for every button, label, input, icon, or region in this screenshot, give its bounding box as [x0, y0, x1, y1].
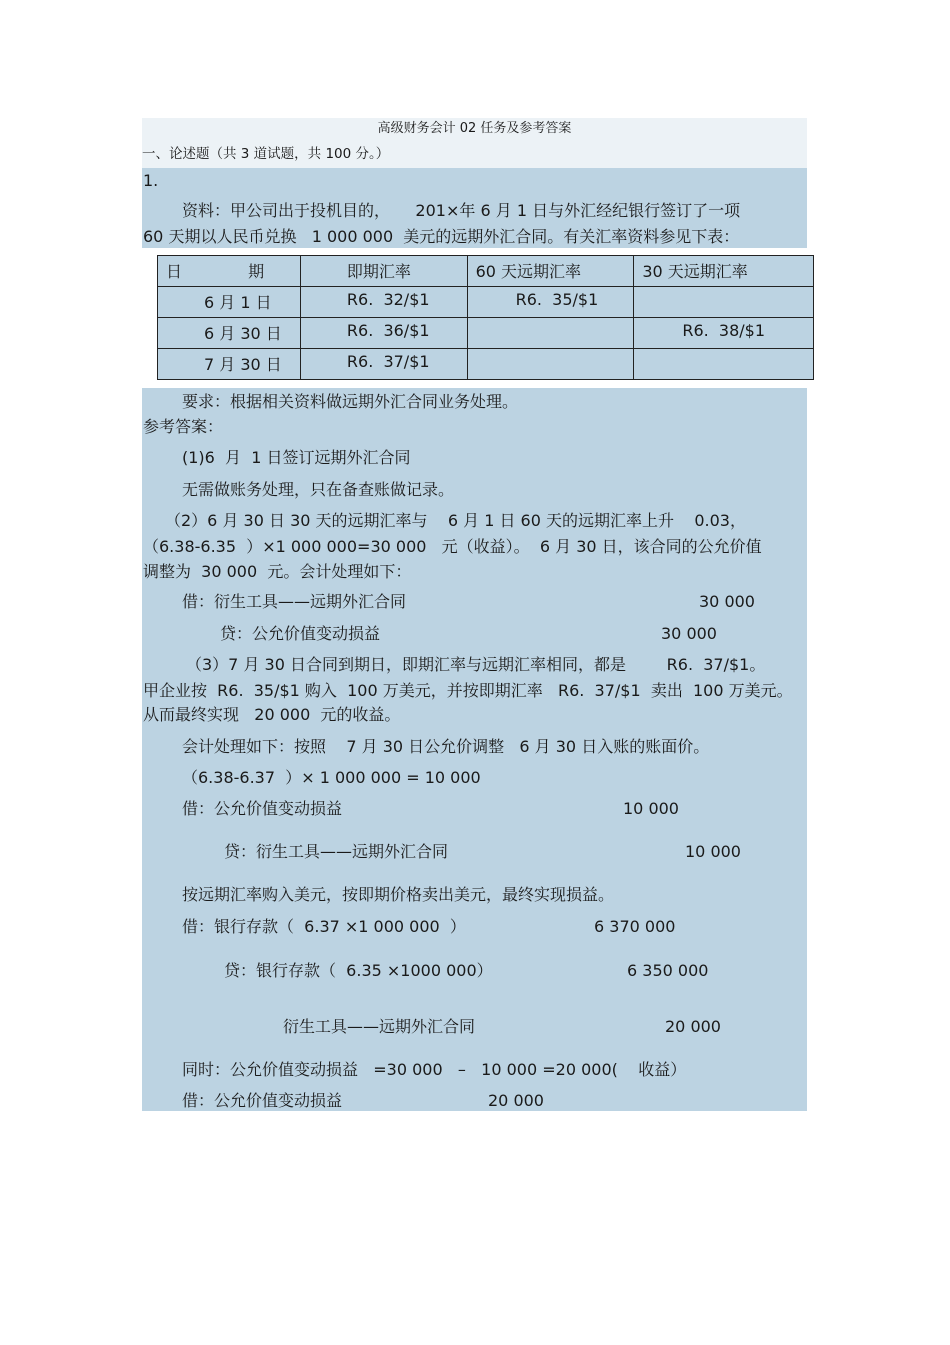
- entry-3-debit-amount: 6 370 000: [594, 917, 676, 936]
- answer-label: 参考答案：: [143, 417, 224, 436]
- step-3-line-5: 按远期汇率购入美元，按即期价格卖出美元，最终实现损益。: [182, 885, 615, 904]
- table-cell: R6. 32/$1: [300, 287, 467, 318]
- table-cell: R6. 36/$1: [300, 318, 467, 349]
- table-cell: R6. 38/$1: [634, 318, 814, 349]
- step-3-line-3: 从而最终实现 20 000 元的收益。: [143, 705, 401, 724]
- table-header-cell: 30 天远期汇率: [634, 256, 814, 287]
- step-3-line-2: 甲企业按 R6. 35/$1 购入 100 万美元，并按即期汇率 R6. 37/$1 卖出 100 万美元。: [143, 681, 793, 700]
- step-3-line-1: （3）7 月 30 日合同到期日，即期汇率与远期汇率相同，都是 R6. 37/$1。: [186, 655, 766, 674]
- section-heading: 一、论述题（共 3 道试题，共 100 分。）: [142, 146, 390, 162]
- table-header-row: [158, 256, 814, 287]
- step-2-line-3: 调整为 30 000 元。会计处理如下：: [143, 562, 412, 581]
- table-row: [158, 287, 814, 318]
- entry-3-credit-2: 衍生工具——远期外汇合同: [283, 1017, 476, 1036]
- step-1-title: (1)6 月 1 日签订远期外汇合同: [182, 448, 411, 467]
- entry-2-credit-amount: 10 000: [685, 842, 741, 861]
- table-row: [158, 318, 814, 349]
- table-cell: [467, 318, 634, 349]
- table-cell: [467, 349, 634, 380]
- step-3-line-4: 会计处理如下：按照 7 月 30 日公允价调整 6 月 30 日入账的账面价。: [182, 737, 710, 756]
- table-cell: R6. 37/$1: [300, 349, 467, 380]
- question-number: 1.: [143, 171, 159, 190]
- table-cell: [634, 287, 814, 318]
- table-cell: 6 月 30 日: [158, 318, 301, 349]
- material-line-1: 资料：甲公司出于投机目的， 201×年 6 月 1 日与外汇经纪银行签订了一项: [182, 201, 741, 220]
- table-row: [158, 349, 814, 380]
- table-cell: 6 月 1 日: [158, 287, 301, 318]
- table-header-cell: 日 期: [158, 256, 301, 287]
- entry-2-debit-amount: 10 000: [623, 799, 679, 818]
- entry-1-credit: 贷：公允价值变动损益: [220, 624, 381, 643]
- entry-3-debit: 借：银行存款（ 6.37 ×1 000 000 ）: [182, 917, 466, 936]
- entry-4-debit: 借：公允价值变动损益: [182, 1091, 343, 1110]
- table-cell: 7 月 30 日: [158, 349, 301, 380]
- material-line-2: 60 天期以人民币兑换 1 000 000 美元的远期外汇合同。有关汇率资料参见下表：: [143, 227, 740, 246]
- page-title: 高级财务会计 02 任务及参考答案: [377, 121, 572, 136]
- requirement-text: 要求：根据相关资料做远期外汇合同业务处理。: [182, 392, 519, 411]
- entry-3-credit-2-amount: 20 000: [665, 1017, 721, 1036]
- step-3-calculation: （6.38-6.37 ）× 1 000 000 = 10 000: [182, 768, 481, 787]
- entry-4-debit-amount: 20 000: [488, 1091, 544, 1110]
- step-3-line-6: 同时：公允价值变动损益 =30 000 – 10 000 =20 000( 收益）: [182, 1060, 687, 1079]
- table-header-cell: 60 天远期汇率: [467, 256, 634, 287]
- entry-1-debit: 借：衍生工具——远期外汇合同: [182, 592, 407, 611]
- step-1-text: 无需做账务处理，只在备查账做记录。: [182, 480, 455, 499]
- table-header-cell: 即期汇率: [300, 256, 467, 287]
- entry-3-credit-amount: 6 350 000: [627, 961, 709, 980]
- entry-2-credit: 贷：衍生工具——远期外汇合同: [224, 842, 449, 861]
- entry-3-credit: 贷：银行存款（ 6.35 ×1000 000）: [224, 961, 493, 980]
- table-cell: R6. 35/$1: [467, 287, 634, 318]
- table-cell: [634, 349, 814, 380]
- entry-1-debit-amount: 30 000: [699, 592, 755, 611]
- entry-1-credit-amount: 30 000: [661, 624, 717, 643]
- step-2-line-1: （2）6 月 30 日 30 天的远期汇率与 6 月 1 日 60 天的远期汇率上升 0.03，: [165, 511, 746, 530]
- step-2-line-2: （6.38-6.35 ）×1 000 000=30 000 元（收益）。 6 月 30 日，该合同的公允价值: [143, 537, 762, 556]
- exchange-rate-table: [157, 255, 814, 380]
- entry-2-debit: 借：公允价值变动损益: [182, 799, 343, 818]
